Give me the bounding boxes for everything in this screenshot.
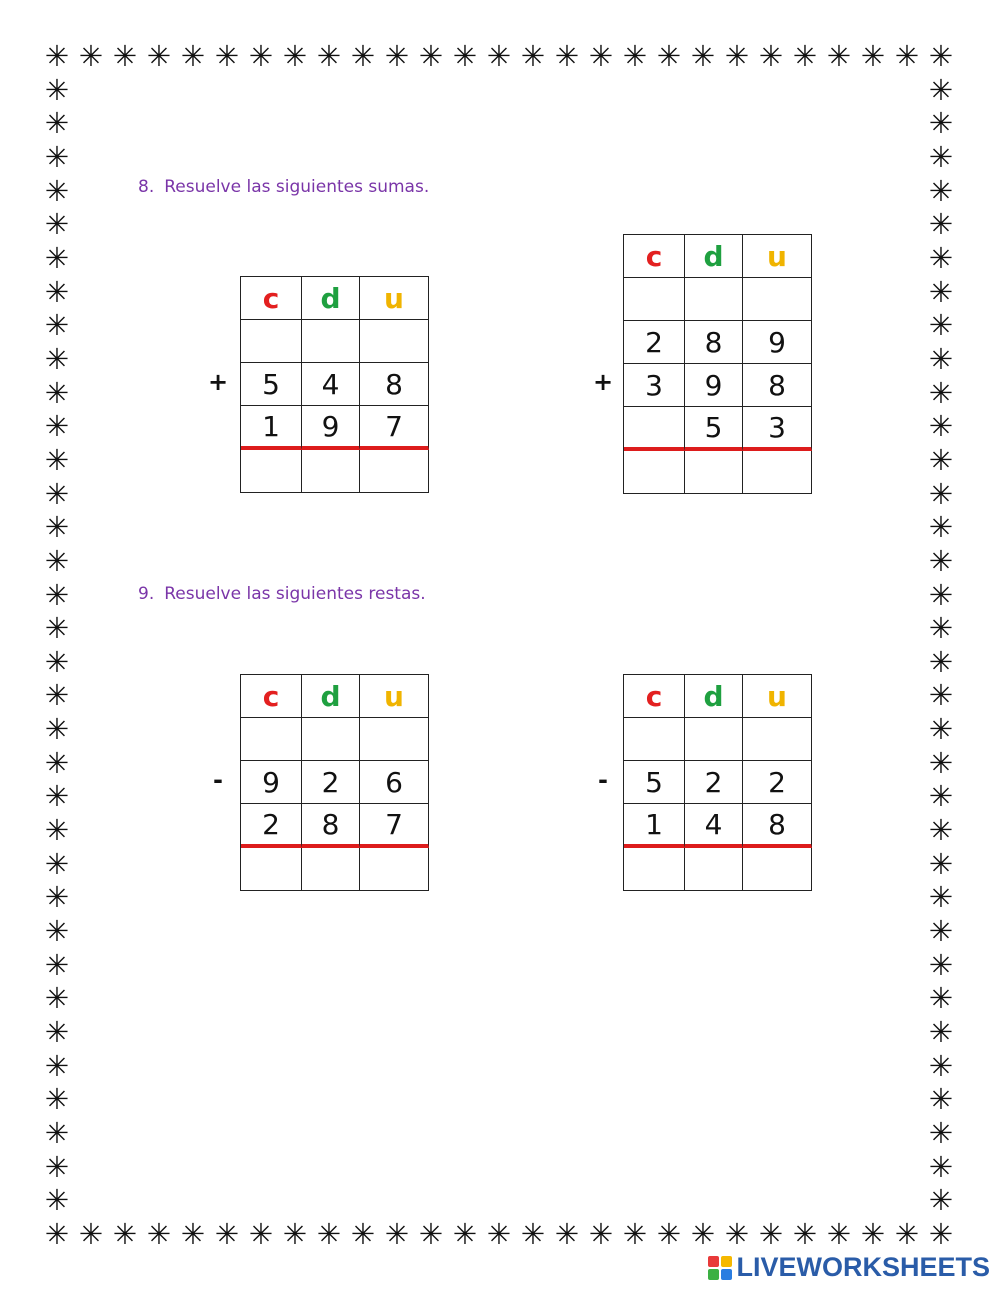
digit-cell: 8 bbox=[743, 364, 812, 407]
border-star-icon: ✳ bbox=[928, 139, 954, 174]
border-star-icon: ✳ bbox=[928, 341, 954, 376]
digit-cell: 1 bbox=[241, 406, 302, 450]
border-star-icon: ✳ bbox=[486, 39, 512, 73]
instruction-text: Resuelve las siguientes restas. bbox=[164, 584, 426, 604]
border-star-icon: ✳ bbox=[860, 1217, 886, 1251]
place-header-d: d bbox=[685, 675, 743, 718]
border-star-icon: ✳ bbox=[928, 577, 954, 612]
digit-cell: 2 bbox=[302, 761, 360, 804]
place-header-d: d bbox=[302, 675, 360, 718]
digit-cell: 2 bbox=[743, 761, 812, 804]
border-star-icon: ✳ bbox=[146, 1217, 172, 1251]
border-star-icon: ✳ bbox=[928, 375, 954, 410]
border-star-icon: ✳ bbox=[418, 1217, 444, 1251]
border-star-icon: ✳ bbox=[44, 644, 70, 679]
digit-cell: 2 bbox=[624, 321, 685, 364]
border-star-icon: ✳ bbox=[588, 39, 614, 73]
border-star-icon: ✳ bbox=[928, 409, 954, 444]
logo-block bbox=[721, 1269, 732, 1280]
place-header-c: c bbox=[241, 277, 302, 320]
border-star-icon: ✳ bbox=[350, 39, 376, 73]
border-star-icon: ✳ bbox=[248, 1217, 274, 1251]
carry-cell[interactable] bbox=[743, 718, 812, 761]
border-star-icon: ✳ bbox=[44, 577, 70, 612]
instruction-subtractions bbox=[138, 584, 426, 604]
place-header-c: c bbox=[624, 235, 685, 278]
border-star-icon: ✳ bbox=[44, 947, 70, 982]
border-star-icon: ✳ bbox=[622, 39, 648, 73]
border-star-icon: ✳ bbox=[928, 644, 954, 679]
border-star-icon: ✳ bbox=[928, 1082, 954, 1117]
border-star-icon: ✳ bbox=[44, 476, 70, 511]
place-header-d: d bbox=[685, 235, 743, 278]
digit-cell: 9 bbox=[685, 364, 743, 407]
answer-cell[interactable] bbox=[685, 848, 743, 891]
carry-cell[interactable] bbox=[624, 718, 685, 761]
border-star-icon: ✳ bbox=[180, 1217, 206, 1251]
digit-cell: 6 bbox=[360, 761, 429, 804]
border-star-icon: ✳ bbox=[44, 1015, 70, 1050]
border-star-icon: ✳ bbox=[554, 39, 580, 73]
border-star-icon: ✳ bbox=[928, 476, 954, 511]
subtraction-grid-1 bbox=[240, 674, 429, 891]
border-star-icon: ✳ bbox=[44, 1048, 70, 1083]
border-star-icon: ✳ bbox=[520, 1217, 546, 1251]
border-star-icon: ✳ bbox=[44, 207, 70, 242]
instruction-number: 9. bbox=[138, 584, 155, 604]
border-star-icon: ✳ bbox=[928, 712, 954, 747]
border-star-icon: ✳ bbox=[44, 1217, 70, 1251]
border-star-icon: ✳ bbox=[588, 1217, 614, 1251]
answer-cell[interactable] bbox=[743, 848, 812, 891]
border-star-icon: ✳ bbox=[928, 678, 954, 713]
border-star-icon: ✳ bbox=[656, 1217, 682, 1251]
logo-block bbox=[708, 1256, 719, 1267]
border-star-icon: ✳ bbox=[690, 1217, 716, 1251]
digit-cell: 8 bbox=[685, 321, 743, 364]
border-star-icon: ✳ bbox=[44, 240, 70, 275]
digit-cell: 4 bbox=[685, 804, 743, 848]
border-star-icon: ✳ bbox=[44, 543, 70, 578]
plus-operator: + bbox=[593, 368, 614, 396]
border-star-icon: ✳ bbox=[282, 39, 308, 73]
instruction-sums bbox=[138, 177, 429, 197]
digit-cell: 5 bbox=[624, 761, 685, 804]
border-star-icon: ✳ bbox=[44, 106, 70, 141]
border-star-icon: ✳ bbox=[928, 813, 954, 848]
border-star-icon: ✳ bbox=[44, 274, 70, 309]
border-star-icon: ✳ bbox=[928, 1217, 954, 1251]
border-star-icon: ✳ bbox=[826, 1217, 852, 1251]
border-star-icon: ✳ bbox=[894, 1217, 920, 1251]
border-star-icon: ✳ bbox=[44, 846, 70, 881]
border-star-icon: ✳ bbox=[928, 308, 954, 343]
border-star-icon: ✳ bbox=[44, 308, 70, 343]
border-star-icon: ✳ bbox=[44, 1116, 70, 1151]
answer-cell[interactable] bbox=[743, 451, 812, 494]
answer-cell[interactable] bbox=[360, 450, 429, 493]
digit-cell: 5 bbox=[241, 363, 302, 406]
border-star-icon: ✳ bbox=[928, 1015, 954, 1050]
border-star-icon: ✳ bbox=[928, 914, 954, 949]
border-star-icon: ✳ bbox=[44, 745, 70, 780]
border-star-icon: ✳ bbox=[724, 1217, 750, 1251]
digit-cell bbox=[624, 407, 685, 451]
border-star-icon: ✳ bbox=[894, 39, 920, 73]
border-star-icon: ✳ bbox=[724, 39, 750, 73]
border-star-icon: ✳ bbox=[928, 72, 954, 107]
border-star-icon: ✳ bbox=[44, 611, 70, 646]
border-star-icon: ✳ bbox=[928, 1116, 954, 1151]
border-star-icon: ✳ bbox=[928, 1149, 954, 1184]
border-star-icon: ✳ bbox=[44, 678, 70, 713]
carry-cell[interactable] bbox=[685, 718, 743, 761]
digit-cell: 1 bbox=[624, 804, 685, 848]
border-star-icon: ✳ bbox=[792, 1217, 818, 1251]
carry-cell[interactable] bbox=[360, 320, 429, 363]
border-star-icon: ✳ bbox=[44, 173, 70, 208]
place-header-d: d bbox=[302, 277, 360, 320]
border-star-icon: ✳ bbox=[44, 1183, 70, 1218]
border-star-icon: ✳ bbox=[452, 1217, 478, 1251]
border-star-icon: ✳ bbox=[180, 39, 206, 73]
border-star-icon: ✳ bbox=[690, 39, 716, 73]
border-star-icon: ✳ bbox=[792, 39, 818, 73]
border-star-icon: ✳ bbox=[44, 981, 70, 1016]
border-star-icon: ✳ bbox=[826, 39, 852, 73]
digit-cell: 3 bbox=[743, 407, 812, 451]
border-star-icon: ✳ bbox=[384, 1217, 410, 1251]
place-header-u: u bbox=[743, 675, 812, 718]
border-star-icon: ✳ bbox=[928, 745, 954, 780]
brand-name: LIVEWORKSHEETS bbox=[736, 1252, 990, 1282]
answer-cell[interactable] bbox=[302, 450, 360, 493]
border-star-icon: ✳ bbox=[860, 39, 886, 73]
plus-operator: + bbox=[208, 368, 229, 396]
border-star-icon: ✳ bbox=[44, 1082, 70, 1117]
liveworksheets-logo bbox=[708, 1252, 990, 1283]
digit-cell: 3 bbox=[624, 364, 685, 407]
carry-cell[interactable] bbox=[360, 718, 429, 761]
border-star-icon: ✳ bbox=[928, 442, 954, 477]
digit-cell: 7 bbox=[360, 804, 429, 848]
place-header-u: u bbox=[743, 235, 812, 278]
border-star-icon: ✳ bbox=[44, 72, 70, 107]
border-star-icon: ✳ bbox=[928, 880, 954, 915]
carry-cell[interactable] bbox=[241, 320, 302, 363]
carry-cell[interactable] bbox=[241, 718, 302, 761]
digit-cell: 7 bbox=[360, 406, 429, 450]
digit-cell: 4 bbox=[302, 363, 360, 406]
border-star-icon: ✳ bbox=[214, 1217, 240, 1251]
sum-grid-2 bbox=[623, 234, 812, 494]
place-header-u: u bbox=[360, 675, 429, 718]
border-star-icon: ✳ bbox=[758, 39, 784, 73]
border-star-icon: ✳ bbox=[928, 1183, 954, 1218]
border-star-icon: ✳ bbox=[928, 846, 954, 881]
carry-cell[interactable] bbox=[302, 718, 360, 761]
border-star-icon: ✳ bbox=[44, 442, 70, 477]
answer-cell[interactable] bbox=[685, 451, 743, 494]
digit-cell: 9 bbox=[743, 321, 812, 364]
digit-cell: 9 bbox=[302, 406, 360, 450]
answer-cell[interactable] bbox=[241, 848, 302, 891]
border-star-icon: ✳ bbox=[928, 240, 954, 275]
border-star-icon: ✳ bbox=[44, 1149, 70, 1184]
border-star-icon: ✳ bbox=[928, 981, 954, 1016]
border-star-icon: ✳ bbox=[112, 39, 138, 73]
border-star-icon: ✳ bbox=[928, 779, 954, 814]
answer-cell[interactable] bbox=[624, 848, 685, 891]
border-star-icon: ✳ bbox=[520, 39, 546, 73]
border-star-icon: ✳ bbox=[928, 274, 954, 309]
border-star-icon: ✳ bbox=[316, 39, 342, 73]
border-star-icon: ✳ bbox=[78, 39, 104, 73]
carry-cell[interactable] bbox=[624, 278, 685, 321]
border-star-icon: ✳ bbox=[112, 1217, 138, 1251]
border-star-icon: ✳ bbox=[622, 1217, 648, 1251]
logo-blocks-icon bbox=[708, 1256, 732, 1280]
answer-cell[interactable] bbox=[624, 451, 685, 494]
border-star-icon: ✳ bbox=[928, 173, 954, 208]
digit-cell: 5 bbox=[685, 407, 743, 451]
answer-cell[interactable] bbox=[360, 848, 429, 891]
border-star-icon: ✳ bbox=[44, 375, 70, 410]
border-star-icon: ✳ bbox=[486, 1217, 512, 1251]
border-star-icon: ✳ bbox=[928, 106, 954, 141]
border-star-icon: ✳ bbox=[146, 39, 172, 73]
border-star-icon: ✳ bbox=[316, 1217, 342, 1251]
instruction-text: Resuelve las siguientes sumas. bbox=[164, 177, 430, 197]
digit-cell: 8 bbox=[302, 804, 360, 848]
place-header-u: u bbox=[360, 277, 429, 320]
border-star-icon: ✳ bbox=[44, 510, 70, 545]
border-star-icon: ✳ bbox=[554, 1217, 580, 1251]
border-star-icon: ✳ bbox=[928, 611, 954, 646]
digit-cell: 8 bbox=[360, 363, 429, 406]
border-star-icon: ✳ bbox=[452, 39, 478, 73]
minus-operator: - bbox=[598, 766, 608, 794]
border-star-icon: ✳ bbox=[928, 947, 954, 982]
carry-cell[interactable] bbox=[743, 278, 812, 321]
border-star-icon: ✳ bbox=[44, 880, 70, 915]
border-star-icon: ✳ bbox=[928, 39, 954, 73]
digit-cell: 9 bbox=[241, 761, 302, 804]
border-star-icon: ✳ bbox=[928, 1048, 954, 1083]
border-star-icon: ✳ bbox=[44, 39, 70, 73]
carry-cell[interactable] bbox=[302, 320, 360, 363]
sum-grid-1 bbox=[240, 276, 429, 493]
border-star-icon: ✳ bbox=[758, 1217, 784, 1251]
place-header-c: c bbox=[241, 675, 302, 718]
digit-cell: 8 bbox=[743, 804, 812, 848]
border-star-icon: ✳ bbox=[928, 543, 954, 578]
border-star-icon: ✳ bbox=[248, 39, 274, 73]
border-star-icon: ✳ bbox=[44, 779, 70, 814]
border-star-icon: ✳ bbox=[418, 39, 444, 73]
border-star-icon: ✳ bbox=[350, 1217, 376, 1251]
instruction-number: 8. bbox=[138, 177, 155, 197]
digit-cell: 2 bbox=[241, 804, 302, 848]
digit-cell: 2 bbox=[685, 761, 743, 804]
border-star-icon: ✳ bbox=[928, 207, 954, 242]
border-star-icon: ✳ bbox=[44, 712, 70, 747]
border-star-icon: ✳ bbox=[282, 1217, 308, 1251]
border-star-icon: ✳ bbox=[78, 1217, 104, 1251]
border-star-icon: ✳ bbox=[44, 341, 70, 376]
border-star-icon: ✳ bbox=[656, 39, 682, 73]
subtraction-grid-2 bbox=[623, 674, 812, 891]
carry-cell[interactable] bbox=[685, 278, 743, 321]
border-star-icon: ✳ bbox=[214, 39, 240, 73]
answer-cell[interactable] bbox=[241, 450, 302, 493]
place-header-c: c bbox=[624, 675, 685, 718]
border-star-icon: ✳ bbox=[44, 139, 70, 174]
logo-block bbox=[708, 1269, 719, 1280]
minus-operator: - bbox=[213, 766, 223, 794]
border-star-icon: ✳ bbox=[44, 813, 70, 848]
border-star-icon: ✳ bbox=[44, 409, 70, 444]
logo-block bbox=[721, 1256, 732, 1267]
border-star-icon: ✳ bbox=[44, 914, 70, 949]
border-star-icon: ✳ bbox=[928, 510, 954, 545]
answer-cell[interactable] bbox=[302, 848, 360, 891]
border-star-icon: ✳ bbox=[384, 39, 410, 73]
